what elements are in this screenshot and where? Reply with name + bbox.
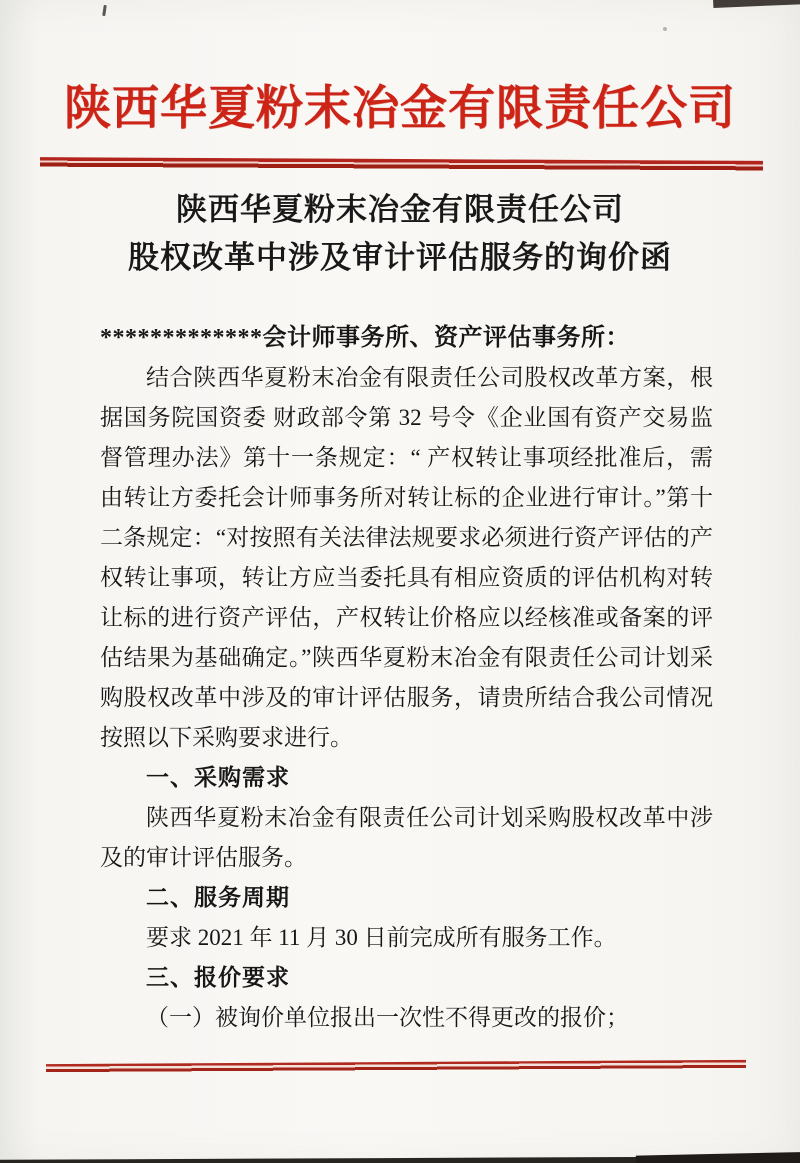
document-title-line-1: 陕西华夏粉末冶金有限责任公司 — [176, 192, 624, 227]
scan-speck — [663, 27, 667, 31]
letterhead-company-name: 陕西华夏粉末冶金有限责任公司 — [64, 83, 736, 135]
letterhead-rule-divider — [40, 157, 763, 171]
section-2-heading: 二、服务周期 — [146, 885, 290, 910]
section-1-body: 陕西华夏粉末冶金有限责任公司计划采购股权改革中涉及的审计评估服务。 — [100, 805, 713, 870]
scan-speck — [102, 5, 107, 16]
section-3-body: （一）被询价单位报出一次性不得更改的报价； — [146, 1005, 629, 1030]
scan-edge-bottom-right — [636, 1152, 800, 1163]
document-title-line-2: 股权改革中涉及审计评估服务的询价函 — [128, 240, 672, 275]
scan-edge-top-right — [713, 0, 800, 8]
letter-body — [100, 318, 713, 1038]
section-2-body: 要求 2021 年 11 月 30 日前完成所有服务工作。 — [146, 925, 617, 950]
section-1-heading: 一、采购需求 — [146, 765, 290, 790]
intro-paragraph: 结合陕西华夏粉末冶金有限责任公司股权改革方案，根据国务院国资委 财政部令第 32 号令《企业国有资产交易监督管理办法》第十一条规定：“ 产权转让事项经批准后，需由转让方委托会计师事务所对转让标的企业进行审计。”第十二条规定：“对按照有关法律法规要求必须进行资产评估的产权转让事项，转让方应当委托具有相应资质的评估机构对转让标的进行资产评估，产权转让价格应以经核准或备案的评估结果为基础确定。”陕西华夏粉末冶金有限责任公司计划采购股权改革中涉及的审计评估服务，请贵所结合我公司情况按照以下采购要求进行。 — [100, 365, 713, 750]
salutation: *************会计师事务所、资产评估事务所： — [100, 325, 630, 351]
footer-rule-divider — [46, 1060, 746, 1073]
section-3-heading: 三、报价要求 — [146, 965, 290, 990]
document-title — [0, 186, 800, 282]
